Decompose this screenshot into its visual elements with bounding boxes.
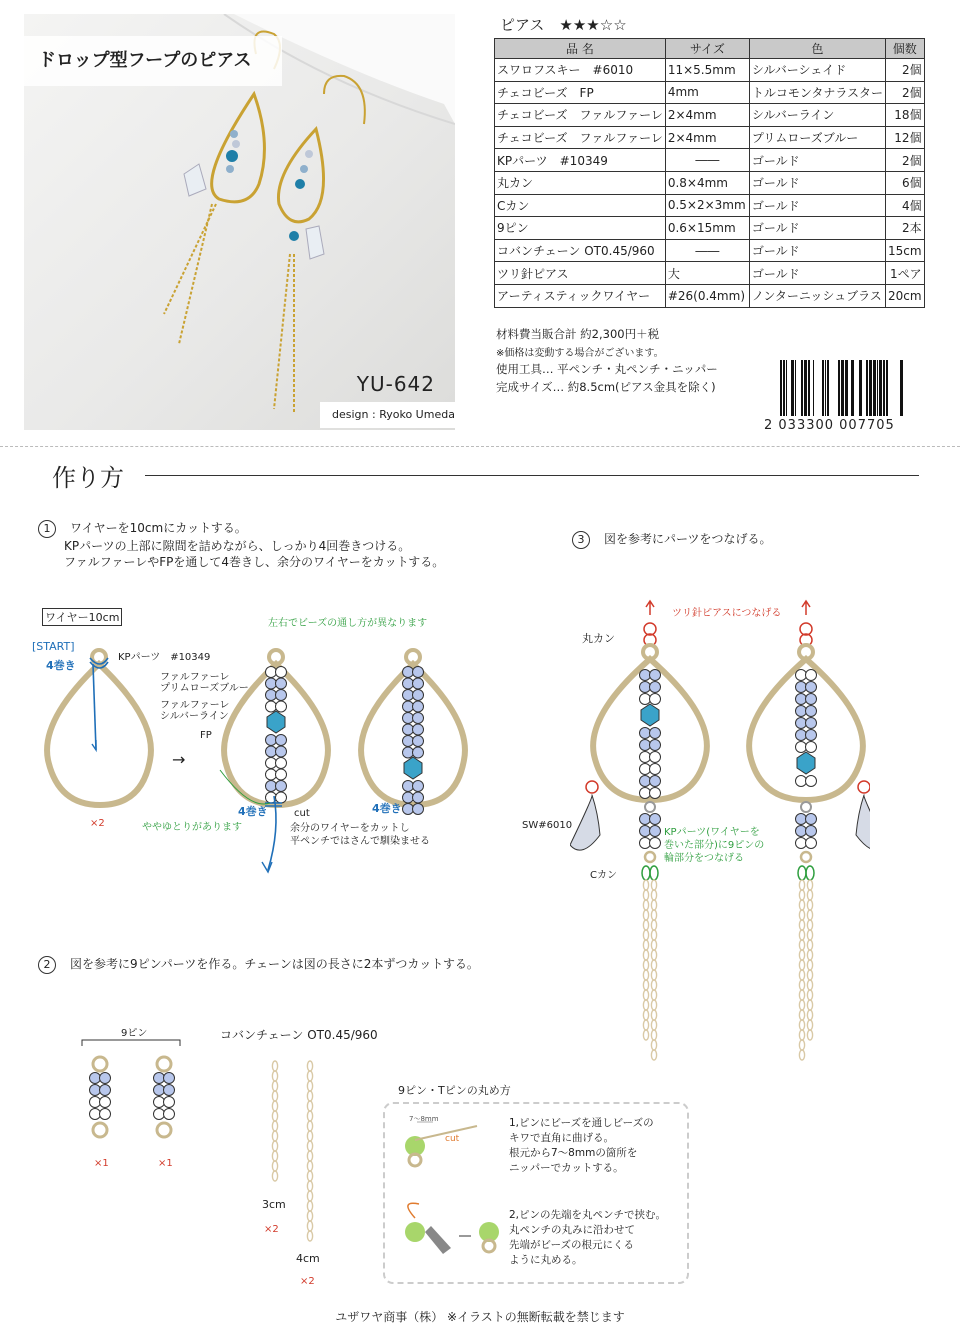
silver-farfalle: [276, 667, 287, 678]
pin-farfalle: [154, 1109, 165, 1120]
table-cell: ゴールド: [749, 149, 885, 172]
section-title: 作り方: [52, 464, 124, 492]
divider: [0, 446, 960, 447]
chain-length-4: 4cm: [296, 1252, 320, 1265]
primrose-farfalle: [403, 701, 414, 712]
jump-ring: [800, 623, 812, 635]
table-header-row: [495, 39, 925, 59]
pin-farfalle: [650, 814, 661, 825]
table-cell: 15cm: [886, 239, 925, 262]
chain-link: [307, 1151, 312, 1161]
primrose-farfalle: [640, 776, 651, 787]
chain-link: [272, 1091, 277, 1101]
silver-farfalle: [276, 701, 287, 712]
primrose-farfalle: [796, 730, 807, 741]
step1-line: ワイヤーを10cmにカットする。: [70, 521, 247, 535]
primrose-farfalle: [403, 690, 414, 701]
silver-farfalle: [276, 792, 287, 803]
chain-link: [307, 1171, 312, 1181]
table-row: [495, 171, 925, 194]
table-cell: 2個: [886, 81, 925, 104]
assembly-right: [749, 601, 870, 1060]
pin-farfalle: [90, 1109, 101, 1120]
table-row: [495, 217, 925, 240]
slack-note: ややゆとりがあります: [142, 822, 242, 833]
table-cell: 2本: [886, 217, 925, 240]
table-cell: 0.8×4mm: [665, 171, 749, 194]
primrose-farfalle: [640, 740, 651, 751]
primrose-farfalle: [413, 736, 424, 747]
table-cell: ゴールド: [749, 194, 885, 217]
chain-link: [307, 1181, 312, 1191]
chain-link: [307, 1061, 312, 1071]
chain-link: [307, 1191, 312, 1201]
table-cell: ノンターニッシュブラス: [749, 284, 885, 307]
pin-farfalle: [100, 1109, 111, 1120]
primrose-farfalle: [796, 682, 807, 693]
silver-farfalle: [806, 670, 817, 681]
price-note: ※価格は変動する場合がございます。: [496, 348, 664, 359]
primrose-farfalle: [650, 728, 661, 739]
table-cell: トルコモンタナラスター: [749, 81, 885, 104]
table-cell: 20cm: [886, 284, 925, 307]
step1-line: ファルファーレやFPを通して4巻きし、余分のワイヤーをカットする。: [64, 555, 445, 569]
chain-link: [307, 1231, 312, 1241]
silver-farfalle: [640, 694, 651, 705]
step1-instructions: [38, 520, 444, 570]
pin-farfalle: [164, 1073, 175, 1084]
primrose-farfalle: [796, 706, 807, 717]
tips-title: 9ピン・Tピンの丸め方: [398, 1084, 511, 1097]
price-total: 材料費当販合計 約2,300円＋税: [496, 327, 660, 341]
table-row: [495, 239, 925, 262]
silver-farfalle: [796, 742, 807, 753]
table-cell: チェコビーズ ファルファーレ: [495, 104, 666, 127]
primrose-farfalle: [266, 781, 277, 792]
primrose-farfalle: [413, 701, 424, 712]
wire-length-label: ワイヤー10cm: [42, 608, 122, 626]
silver-farfalle: [640, 764, 651, 775]
primrose-farfalle: [403, 678, 414, 689]
tips-dimension: 7〜8mm: [409, 1115, 439, 1123]
pin-farfalle: [650, 838, 661, 849]
pin-farfalle: [806, 826, 817, 837]
pin-farfalle: [164, 1097, 175, 1108]
table-cell: 9ピン: [495, 217, 666, 240]
marukan-label: 丸カン: [582, 632, 615, 645]
primrose-farfalle: [640, 682, 651, 693]
primrose-farfalle: [413, 690, 424, 701]
silver-farfalle: [806, 742, 817, 753]
primrose-farfalle: [403, 724, 414, 735]
table-cell: ゴールド: [749, 217, 885, 240]
sw-label: SW#6010: [522, 820, 573, 831]
tools-used: 使用工具… 平ペンチ・丸ペンチ・ニッパー: [496, 362, 718, 376]
silver-farfalle: [266, 701, 277, 712]
primrose-farfalle: [640, 670, 651, 681]
pin-farfalle: [796, 826, 807, 837]
primrose-farfalle: [413, 724, 424, 735]
product-title: ドロップ型フープのピアス: [24, 36, 282, 86]
primrose-farfalle: [276, 678, 287, 689]
chain-link: [272, 1151, 277, 1161]
cut-note: 余分のワイヤーをカットし 平ペンチではさんで馴染ませる: [290, 823, 430, 847]
fp-bead: [797, 752, 815, 774]
silver-farfalle: [796, 776, 807, 787]
fp-bead: [267, 711, 285, 733]
nine-pin-label: 9ピン: [121, 1028, 148, 1039]
primrose-farfalle: [650, 776, 661, 787]
left-right-note: 左右でビーズの通し方が異なります: [268, 618, 428, 629]
primrose-farfalle: [403, 792, 414, 803]
fp-label: FP: [200, 730, 212, 741]
chain-link: [307, 1131, 312, 1141]
pin-farfalle: [806, 814, 817, 825]
chain-link: [307, 1221, 312, 1231]
table-cell: ゴールド: [749, 262, 885, 285]
chain-link: [307, 1101, 312, 1111]
step3-number: 3: [572, 531, 590, 549]
table-cell: #26(0.4mm): [665, 284, 749, 307]
primrose-farfalle: [266, 746, 277, 757]
c-ring: [806, 866, 814, 880]
table-cell: 0.5×2×3mm: [665, 194, 749, 217]
silver-farfalle: [276, 769, 287, 780]
chain-length-3: 3cm: [262, 1198, 286, 1211]
pin-farfalle: [806, 838, 817, 849]
jump-ring: [644, 623, 656, 635]
step2-text: 図を参考に9ピンパーツを作る。チェーンは図の長さに2本ずつカットする。: [70, 957, 479, 971]
chain-link: [272, 1071, 277, 1081]
table-cell: プリムローズブルー: [749, 126, 885, 149]
step3-instructions: [572, 531, 772, 549]
table-cell: 2×4mm: [665, 126, 749, 149]
table-cell: 18個: [886, 104, 925, 127]
pin-farfalle: [640, 814, 651, 825]
primrose-farfalle: [796, 718, 807, 729]
silver-farfalle: [806, 776, 817, 787]
column-header: 色: [749, 39, 885, 59]
primrose-farfalle: [806, 694, 817, 705]
silver-farfalle: [276, 758, 287, 769]
tips-box: [383, 1102, 689, 1284]
wrap4-label: 4巻き: [238, 805, 268, 818]
cut-label: cut: [294, 808, 310, 819]
step2-number: 2: [38, 956, 56, 974]
chain-link: [272, 1171, 277, 1181]
table-cell: 6個: [886, 171, 925, 194]
table-row: [495, 149, 925, 172]
primrose-farfalle: [276, 746, 287, 757]
primrose-farfalle: [413, 792, 424, 803]
chain-label: コバンチェーン OT0.45/960: [220, 1028, 378, 1042]
pin-farfalle: [640, 838, 651, 849]
primrose-farfalle: [403, 781, 414, 792]
table-row: [495, 126, 925, 149]
chain-link: [272, 1061, 277, 1071]
chain-link: [307, 1091, 312, 1101]
pin-farfalle: [90, 1085, 101, 1096]
primrose-farfalle: [650, 670, 661, 681]
c-ring: [642, 866, 650, 880]
materials-table: [494, 38, 925, 308]
chain-link: [307, 1141, 312, 1151]
tips-cut: cut: [445, 1134, 460, 1144]
chain-link: [307, 1081, 312, 1091]
primrose-farfalle: [276, 690, 287, 701]
table-cell: 大: [665, 262, 749, 285]
c-ring: [798, 866, 806, 880]
silver-farfalle: [266, 769, 277, 780]
qty-x1-b: ×1: [158, 1158, 173, 1169]
chain-link: [307, 1071, 312, 1081]
table-cell: 1ペア: [886, 262, 925, 285]
silver-farfalle: [650, 752, 661, 763]
hoop-3: [361, 650, 465, 815]
table-cell: スワロフスキー #6010: [495, 59, 666, 82]
primrose-farfalle: [413, 781, 424, 792]
table-row: [495, 81, 925, 104]
table-cell: チェコビーズ FP: [495, 81, 666, 104]
quantity-label: ×2: [90, 818, 105, 829]
start-label: [START]: [32, 640, 75, 653]
hoop-1: [47, 650, 151, 805]
pin-farfalle: [796, 838, 807, 849]
table-cell: ツリ針ピアス: [495, 262, 666, 285]
pin-farfalle: [100, 1097, 111, 1108]
pin-farfalle: [164, 1085, 175, 1096]
silver-farfalle: [640, 752, 651, 763]
barcode-number: 2 033300 007705: [764, 418, 895, 433]
primrose-farfalle: [266, 678, 277, 689]
arrow-label: →: [172, 750, 186, 769]
section-rule: [145, 475, 919, 476]
table-cell: ――: [665, 239, 749, 262]
primrose-farfalle: [806, 706, 817, 717]
silver-farfalle: [796, 670, 807, 681]
table-cell: 4mm: [665, 81, 749, 104]
table-cell: シルバーライン: [749, 104, 885, 127]
c-ring: [650, 866, 658, 880]
table-cell: ――: [665, 149, 749, 172]
farfalle-primrose-label: ファルファーレ プリムローズブルー: [160, 672, 249, 694]
primrose-farfalle: [806, 718, 817, 729]
primrose-farfalle: [403, 736, 414, 747]
primrose-farfalle: [650, 682, 661, 693]
qty-x1-a: ×1: [94, 1158, 109, 1169]
primrose-farfalle: [413, 667, 424, 678]
tips-step2: 2,ピンの先端を丸ペンチで挟む。 丸ペンチの丸みに沿わせて 先端がビーズの根元にくる ように丸める。: [509, 1209, 667, 1266]
primrose-farfalle: [650, 740, 661, 751]
chain-link: [272, 1081, 277, 1091]
pin-farfalle: [640, 826, 651, 837]
footer: ユザワヤ商事（株） ※イラストの無断転載を禁じます: [335, 1310, 625, 1324]
table-cell: ゴールド: [749, 171, 885, 194]
primrose-farfalle: [796, 694, 807, 705]
pin-farfalle: [154, 1073, 165, 1084]
chain-link: [272, 1121, 277, 1131]
primrose-farfalle: [276, 735, 287, 746]
kp-note: KPパーツ(ワイヤーを 巻いた部分)に9ピンの 輪部分をつなげる: [664, 827, 765, 864]
chain-link: [272, 1101, 277, 1111]
table-cell: 0.6×15mm: [665, 217, 749, 240]
pin-farfalle: [100, 1073, 111, 1084]
primrose-farfalle: [413, 713, 424, 724]
table-row: [495, 59, 925, 82]
table-cell: 12個: [886, 126, 925, 149]
primrose-farfalle: [413, 747, 424, 758]
wrap-count-label: 4巻き: [46, 659, 76, 672]
table-cell: 4個: [886, 194, 925, 217]
table-cell: シルバーシェイド: [749, 59, 885, 82]
chain-qty-b: ×2: [300, 1276, 315, 1287]
pin-farfalle: [100, 1085, 111, 1096]
step1-number: 1: [38, 520, 56, 538]
table-cell: 丸カン: [495, 171, 666, 194]
step1-line: KPパーツの上部に隙間を詰めながら、しっかり4回巻きつける。: [64, 539, 411, 553]
silver-farfalle: [266, 667, 277, 678]
chain-link: [272, 1161, 277, 1171]
table-cell: 2個: [886, 59, 925, 82]
column-header: サイズ: [665, 39, 749, 59]
table-cell: ゴールド: [749, 239, 885, 262]
table-cell: KPパーツ #10349: [495, 149, 666, 172]
fp-bead: [404, 757, 422, 779]
product-photo: [24, 14, 455, 430]
table-cell: Cカン: [495, 194, 666, 217]
primrose-farfalle: [413, 678, 424, 689]
step2-instructions: [38, 956, 479, 974]
primrose-farfalle: [403, 667, 414, 678]
primrose-farfalle: [806, 682, 817, 693]
silver-farfalle: [266, 758, 277, 769]
table-row: [495, 104, 925, 127]
chain-link: [307, 1161, 312, 1171]
primrose-farfalle: [403, 713, 414, 724]
table-cell: チェコビーズ ファルファーレ: [495, 126, 666, 149]
chain-link: [272, 1141, 277, 1151]
chain-link: [272, 1131, 277, 1141]
silver-farfalle: [650, 694, 661, 705]
materials-title: ピアス ★★★☆☆: [500, 16, 627, 34]
swarovski-6010: [570, 795, 600, 850]
swarovski-6010: [856, 795, 870, 850]
primrose-farfalle: [640, 728, 651, 739]
silver-farfalle: [650, 764, 661, 775]
table-row: [495, 284, 925, 307]
product-code: YU-642: [356, 372, 435, 396]
table-row: [495, 194, 925, 217]
fp-bead: [641, 704, 659, 726]
pin-farfalle: [90, 1097, 101, 1108]
pin-farfalle: [650, 826, 661, 837]
table-cell: 11×5.5mm: [665, 59, 749, 82]
primrose-farfalle: [413, 804, 424, 815]
primrose-farfalle: [403, 804, 414, 815]
primrose-farfalle: [403, 747, 414, 758]
primrose-farfalle: [276, 781, 287, 792]
barcode: [778, 360, 910, 424]
primrose-farfalle: [806, 730, 817, 741]
silver-farfalle: [640, 788, 651, 799]
table-row: [495, 262, 925, 285]
farfalle-silver-label: ファルファーレ シルバーライン: [160, 700, 230, 722]
primrose-farfalle: [266, 735, 277, 746]
table-cell: 2個: [886, 149, 925, 172]
chain-link: [307, 1201, 312, 1211]
chain-link: [307, 1121, 312, 1131]
table-cell: コバンチェーン OT0.45/960: [495, 239, 666, 262]
finished-size: 完成サイズ… 約8.5cm(ピアス金具を除く): [496, 380, 716, 394]
table-cell: アーティスティックワイヤー: [495, 284, 666, 307]
chain-link: [272, 1111, 277, 1121]
wrap4-label-right: 4巻き: [372, 802, 402, 815]
column-header: 品 名: [495, 39, 666, 59]
silver-farfalle: [650, 788, 661, 799]
column-header: 個数: [886, 39, 925, 59]
pin-farfalle: [796, 814, 807, 825]
chain-link: [307, 1111, 312, 1121]
step3-text: 図を参考にパーツをつなげる。: [604, 532, 772, 546]
pin-farfalle: [154, 1085, 165, 1096]
ckan-label: Cカン: [590, 870, 617, 881]
pin-farfalle: [154, 1097, 165, 1108]
tips-step1: 1,ピンにビーズを通しビーズの キワで直角に曲げる。 根元から7〜8mmの箇所を ニッパーでカットする。: [509, 1117, 654, 1174]
pin-farfalle: [164, 1109, 175, 1120]
pin-farfalle: [90, 1073, 101, 1084]
hook-note: ツリ針ピアスにつなげる: [672, 608, 782, 619]
primrose-farfalle: [266, 690, 277, 701]
chain-link: [307, 1211, 312, 1221]
kp-part-label: KPパーツ #10349: [118, 652, 211, 663]
designer-credit: design : Ryoko Umeda: [320, 402, 455, 428]
chain-qty-a: ×2: [264, 1224, 279, 1235]
table-cell: 2×4mm: [665, 104, 749, 127]
